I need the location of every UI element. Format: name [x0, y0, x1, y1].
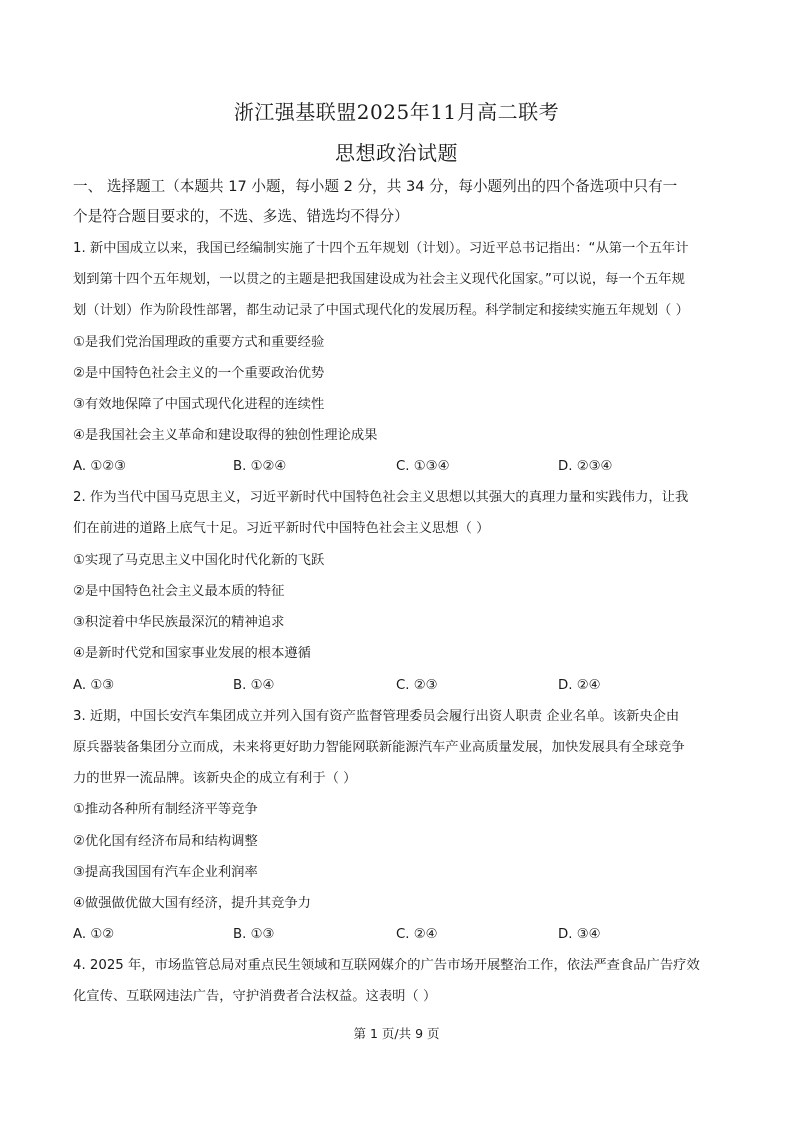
q2-option-b: B. ①④	[233, 678, 275, 693]
section-heading-line-2: 个是符合题目要求的，不选、多选、错选均不得分）	[73, 208, 409, 225]
q1-option-c: C. ①③④	[396, 459, 450, 474]
page-number: 第 1 页/共 9 页	[353, 1026, 440, 1041]
q1-option-d: D. ②③④	[558, 459, 613, 474]
q3-option-b: B. ①③	[233, 927, 275, 942]
q3-item-3: ③提高我国国有汽车企业利润率	[73, 865, 258, 880]
q3-stem-line-3: 力的世界一流品牌。该新央企的成立有利于（ ）	[73, 771, 357, 786]
q2-option-d: D. ②④	[558, 678, 601, 693]
q1-stem-line-2: 划到第十四个五年规划，一以贯之的主题是把我国建设成为社会主义现代化国家。”可以说，每一个五年规	[73, 272, 685, 287]
q1-stem-line-1: 1. 新中国成立以来，我国已经编制实施了十四个五年规划（计划）。习近平总书记指出：“从第一个五年计	[73, 241, 689, 256]
q1-item-2: ②是中国特色社会主义的一个重要政治优势	[73, 366, 325, 381]
q4-stem-line-2: 化宣传、互联网违法广告，守护消费者合法权益。这表明（ ）	[73, 989, 437, 1004]
q2-stem-line-2: 们在前进的道路上底气十足。习近平新时代中国特色社会主义思想（ ）	[73, 521, 490, 536]
exam-subject: 思想政治试题	[335, 141, 458, 165]
q2-option-a: A. ①③	[73, 678, 115, 693]
q3-option-c: C. ②④	[396, 927, 438, 942]
q1-item-1: ①是我们党治国理政的重要方式和重要经验	[73, 335, 325, 350]
q3-item-2: ②优化国有经济布局和结构调整	[73, 834, 258, 849]
exam-title: 浙江强基联盟2025年11月高二联考	[233, 100, 560, 124]
q3-item-1: ①推动各种所有制经济平等竞争	[73, 802, 258, 817]
q1-item-3: ③有效地保障了中国式现代化进程的连续性	[73, 397, 325, 412]
q2-stem-line-1: 2. 作为当代中国马克思主义，习近平新时代中国特色社会主义思想以其强大的真理力量和实践伟力，让我	[73, 490, 689, 505]
q1-stem-line-3: 划（计划）作为阶段性部署，都生动记录了中国式现代化的发展历程。科学制定和接续实施五年规划（ ）	[73, 303, 689, 318]
q3-option-d: D. ③④	[558, 927, 601, 942]
q3-stem-line-2: 原兵器装备集团分立而成，未来将更好助力智能网联新能源汽车产业高质量发展，加快发展具有全球竞争	[73, 740, 685, 755]
q2-option-c: C. ②③	[396, 678, 438, 693]
q3-stem-line-1: 3. 近期，中国长安汽车集团成立并列入国有资产监督管理委员会履行出资人职责 企业名单。该新央企由	[73, 709, 680, 724]
q1-option-a: A. ①②③	[73, 459, 127, 474]
q2-item-1: ①实现了马克思主义中国化时代化新的飞跃	[73, 553, 325, 568]
q2-item-4: ④是新时代党和国家事业发展的根本遵循	[73, 646, 311, 661]
q1-option-b: B. ①②④	[233, 459, 287, 474]
q2-item-2: ②是中国特色社会主义最本质的特征	[73, 584, 285, 599]
q4-stem-line-1: 4. 2025 年，市场监管总局对重点民生领域和互联网媒介的广告市场开展整治工作，依法严查食品广告疗效	[73, 958, 700, 973]
q1-item-4: ④是我国社会主义革命和建设取得的独创性理论成果	[73, 428, 378, 443]
q3-item-4: ④做强做优做大国有经济，提升其竞争力	[73, 896, 311, 911]
section-heading-line-1: 一、 选择题工（本题共 17 小题，每小题 2 分，共 34 分，每小题列出的四个备选项中只有一	[73, 178, 678, 195]
q2-item-3: ③积淀着中华民族最深沉的精神追求	[73, 615, 285, 630]
q3-option-a: A. ①②	[73, 927, 115, 942]
